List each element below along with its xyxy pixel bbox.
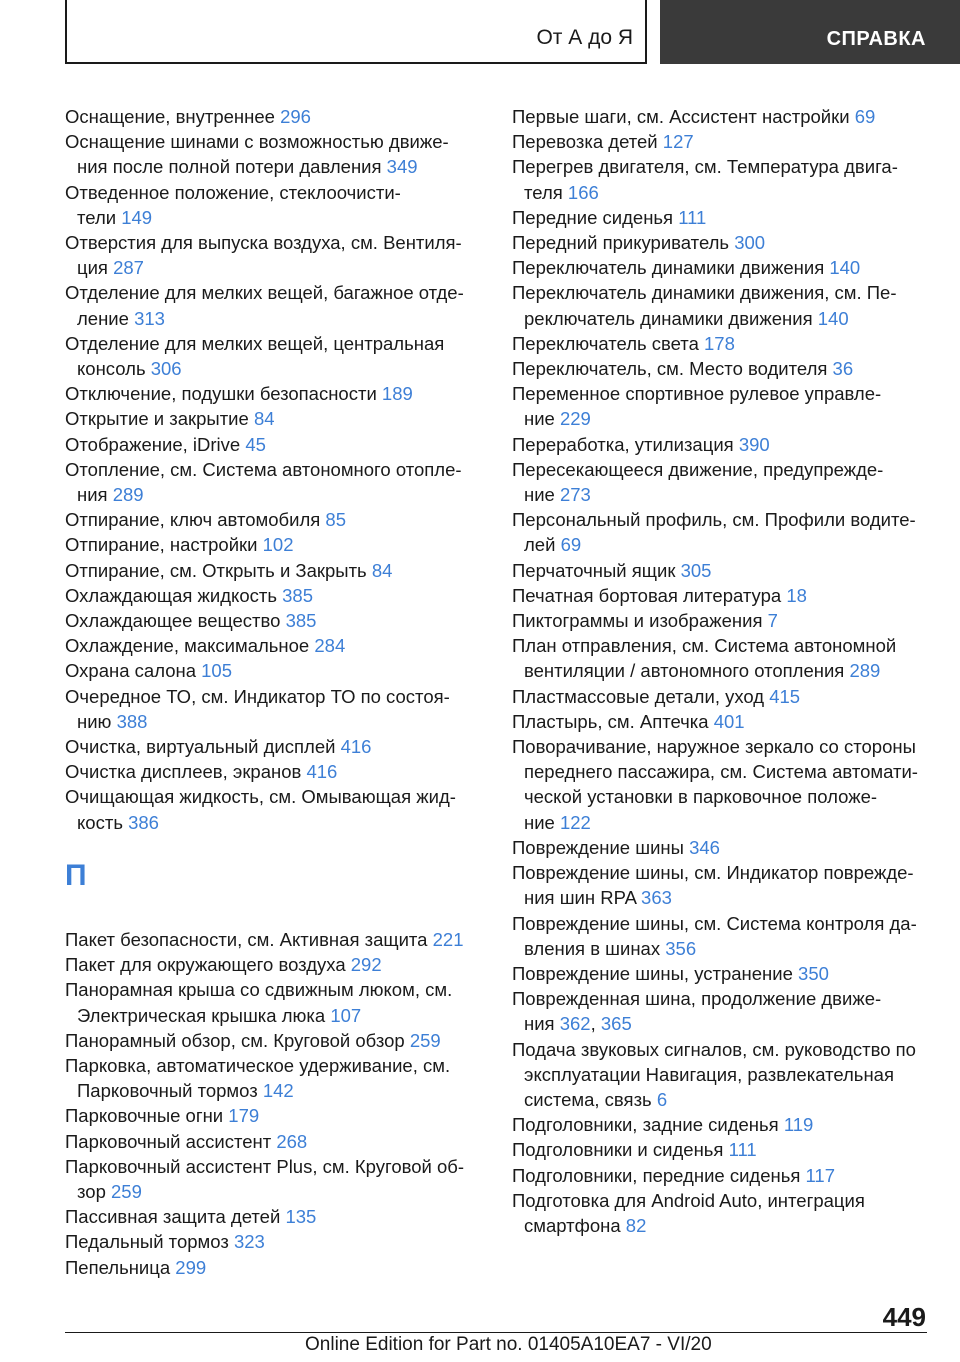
footer-divider [65,1332,927,1333]
index-entry [65,608,495,633]
page-reference-link[interactable]: 273 [559,484,591,506]
index-entry [65,280,495,330]
index-entry-text: Парковочный ассистент Plus, см. Круговой об- [65,1155,465,1177]
index-entry-text: Очищающая жидкость, см. Омывающая жид- [65,786,456,808]
page-reference-link[interactable]: 229 [559,408,591,430]
index-entry [512,1137,952,1162]
index-entry-text: Панорамный обзор, см. Круговой обзор [65,1029,405,1051]
index-entry [512,104,952,129]
index-entry-text: нию [77,710,112,732]
index-entry [512,1037,952,1113]
index-entry-text: теля [524,181,563,203]
index-entry [512,432,952,457]
index-entry-text: Передние сиденья [512,206,674,228]
index-entry-text: Отверстия для выпуска воздуха, см. Вентиля- [65,232,462,254]
index-entry [512,583,952,608]
index-entry-text: Оснащение, внутреннее [65,106,275,127]
page-reference-link[interactable]: 415 [769,685,801,707]
index-entry-text: ление [77,307,129,329]
index-entry [512,633,952,683]
index-entry [512,129,952,154]
page-reference-link[interactable]: 259 [111,1180,142,1202]
index-entry-text: вентиляции / автономного отопления [524,660,845,682]
index-entry [65,684,495,734]
index-entry [65,406,495,431]
index-entry-text: Отпирание, ключ автомобиля [65,509,321,531]
index-entry [65,381,495,406]
page-reference-link[interactable]: 385 [282,584,313,606]
index-entry-text: реключатель динамики движения [524,307,813,329]
index-entry [512,961,952,986]
index-entry [65,977,495,1027]
index-group-p-continued [512,104,952,1238]
index-entry-text: Пепельница [65,1256,171,1278]
index-entry-text: Отпирание, настройки [65,534,258,556]
index-entry [65,759,495,784]
index-entry [512,331,952,356]
index-entry [65,331,495,381]
header-chapter-tab [660,0,960,64]
index-entry [512,860,952,910]
index-entry-text: Перевозка детей [512,131,658,153]
page-reference-link[interactable]: 349 [386,156,418,178]
index-entry [512,356,952,381]
index-entry [512,381,952,431]
index-entry-text: Охлаждающая жидкость [65,584,277,606]
page-reference-link[interactable]: 296 [280,106,311,127]
index-entry [65,1154,495,1204]
index-entry-text: эксплуатации Навигация, развлекательная [524,1063,894,1085]
index-entry-text: Парковочный ассистент [65,1130,272,1152]
page-reference-link[interactable]: 300 [734,232,766,254]
page-reference-link[interactable]: 119 [783,1114,814,1136]
index-entry-text: Пакет безопасности, см. Активная защита [65,928,428,950]
page-reference-link[interactable]: 416 [340,736,372,758]
index-entry-text: Отопление, см. Система автономного отопле- [65,458,462,480]
index-entry [512,608,952,633]
index-entry-text: Перегрев двигателя, см. Температура двига- [512,156,898,178]
page-reference-link[interactable]: 36 [832,358,854,380]
page-reference-link[interactable]: 82 [625,1214,647,1236]
page-reference-link[interactable]: 289 [112,484,144,506]
index-entry-text: кость [77,811,123,833]
index-entry-text: ния шин RPA [524,887,636,909]
page-reference-link[interactable]: 7 [767,610,778,632]
page-reference-link[interactable]: 84 [371,559,393,581]
index-entry-text: Переключатель, см. Место водителя [512,358,828,380]
page-reference-link[interactable]: 284 [314,635,346,657]
footer-edition: Online Edition for Part no. 01405A10EA7 - VI/20 [305,1334,712,1355]
index-entry-text: Переключатель света [512,332,699,354]
index-entry [512,911,952,961]
page-reference-link[interactable]: 259 [409,1029,441,1051]
page-reference-link[interactable]: 111 [728,1139,757,1161]
index-entry-text: Пиктограммы и изображения [512,610,763,632]
index-entry-text: Переключатель динамики движения [512,257,825,279]
index-entry [65,952,495,977]
index-entry-text: ция [77,257,108,279]
index-entry-text: Поврежденная шина, продолжение движе- [512,988,882,1010]
page-reference-link[interactable]: 356 [665,937,697,959]
page-reference-link[interactable]: 287 [113,257,144,279]
page-reference-link[interactable]: 149 [121,206,153,228]
index-entry-text: Подголовники, передние сиденья [512,1164,801,1186]
index-entry [65,1053,495,1103]
page-reference-link[interactable]: 299 [175,1256,207,1278]
page-reference-link[interactable]: 221 [432,928,464,950]
index-entry [512,709,952,734]
index-entry [512,734,952,835]
page-reference-link[interactable]: 385 [285,610,317,632]
index-entry-text: Парковка, автоматическое удерживание, см. [65,1054,451,1076]
index-entry-text: ния после полной потери давления [77,156,382,178]
index-entry [512,684,952,709]
index-entry-text: Охлаждение, максимальное [65,635,310,657]
page-reference-link[interactable]: 350 [798,962,829,984]
index-entry-text: лей [524,534,556,556]
index-entry [512,507,952,557]
index-entry-text: Пассивная защита детей [65,1206,281,1228]
page-reference-link[interactable]: 323 [233,1231,265,1253]
index-column-right [512,104,952,1238]
page-reference-link[interactable]: 127 [662,131,694,153]
index-entry-text: Отделение для мелких вещей, центральная [65,332,445,354]
page-reference-link[interactable]: 388 [116,710,148,732]
page-reference-link[interactable]: 122 [559,811,591,833]
page-reference-link[interactable]: 179 [228,1105,260,1127]
index-entry [65,1129,495,1154]
index-entry-text: ния [77,484,108,506]
index-entry-text: Пластырь, см. Аптечка [512,710,709,732]
index-entry [65,734,495,759]
page-reference-link[interactable]: 105 [201,660,233,682]
index-entry-text: ческой установки в парковочное положе- [524,786,878,808]
index-entry-text: Охрана салона [65,660,196,682]
header-chapter-title: СПРАВКА [826,28,926,50]
index-entry [512,280,952,330]
index-entry [65,457,495,507]
index-entry-text: Подача звуковых сигналов, см. руководство по [512,1038,916,1060]
page-reference-link[interactable]: 305 [680,559,712,581]
page-reference-link[interactable]: 45 [245,433,266,455]
index-entry-text: Повреждение шины, устранение [512,962,793,984]
index-entry-text: Переменное спортивное рулевое управле- [512,383,882,405]
index-entry [65,180,495,230]
page-reference-link[interactable]: 140 [817,307,849,329]
index-entry [65,532,495,557]
page-reference-link[interactable]: 365 [600,1013,632,1035]
index-entry-text: система, связь [524,1088,652,1110]
page-reference-link[interactable]: 390 [738,433,770,455]
index-entry-text: Парковочный тормоз [77,1080,258,1102]
page-reference-link[interactable]: 166 [567,181,599,203]
index-entry [65,633,495,658]
index-entry [512,230,952,255]
index-entry-text: Панорамная крыша со сдвижным люком, см. [65,979,453,1001]
index-entry-text: Пакет для окружающего воздуха [65,954,346,976]
page-reference-link[interactable]: 268 [276,1130,308,1152]
index-entry-text: Поворачивание, наружное зеркало со стороны [512,736,916,758]
page-reference-link[interactable]: 178 [704,332,735,354]
index-entry [65,1204,495,1229]
index-entry-text: Парковочные огни [65,1105,224,1127]
header-section-title: От А до Я [536,26,633,49]
page-reference-link[interactable]: 117 [805,1164,836,1186]
index-entry [65,129,495,179]
letter-heading: П [65,858,87,892]
index-entry-text: Передний прикуриватель [512,232,730,254]
page-reference-link[interactable]: 111 [678,206,707,228]
index-column-left [65,104,495,1280]
page-reference-link[interactable]: 135 [285,1206,317,1228]
index-entry [512,1163,952,1188]
page-reference-link[interactable]: 69 [560,534,582,556]
index-entry [65,104,495,129]
index-entry-text: Повреждение шины, см. Система контроля да- [512,912,917,934]
page-reference-link[interactable]: 189 [381,383,413,405]
index-entry [512,457,952,507]
index-entry [65,1255,495,1280]
index-entry-text: Подготовка для Android Auto, интеграция [512,1189,865,1211]
index-entry-text: Печатная бортовая литература [512,584,782,606]
index-entry [65,1103,495,1128]
index-entry-text: Персональный профиль, см. Профили водите- [512,509,916,531]
index-entry-text: Переключатель динамики движения, см. Пе- [512,282,897,304]
index-entry [65,558,495,583]
index-entry [512,255,952,280]
index-entry-text: Очистка дисплеев, экранов [65,761,302,783]
index-entry-text: ния [524,1013,555,1035]
index-entry-text: Отключение, подушки безопасности [65,383,377,405]
page-separator: , [590,1013,601,1035]
index-entry-text: Педальный тормоз [65,1231,229,1253]
page-reference-link[interactable]: 386 [128,811,159,833]
page-reference-link[interactable]: 69 [854,106,876,127]
index-entry-text: Пластмассовые детали, уход [512,685,765,707]
page-reference-link[interactable]: 107 [330,1004,362,1026]
index-entry [65,432,495,457]
index-entry-text: Повреждение шины [512,836,684,858]
page-reference-link[interactable]: 140 [829,257,861,279]
page-reference-link[interactable]: 306 [150,358,182,380]
page-reference-link[interactable]: 6 [656,1088,668,1110]
page-reference-link[interactable]: 346 [689,836,720,858]
page-reference-link[interactable]: 292 [350,954,382,976]
index-entry-text: ние [524,811,555,833]
index-entry [512,1112,952,1137]
index-entry-text: Отделение для мелких вещей, багажное отде- [65,282,464,304]
index-entry-text: ние [524,408,555,430]
index-entry [512,835,952,860]
index-entry-text: Перчаточный ящик [512,559,676,581]
index-entry [65,1028,495,1053]
index-entry [512,154,952,204]
page-reference-link[interactable]: 102 [262,534,294,556]
index-entry [512,986,952,1036]
index-entry [65,927,495,952]
page-reference-link[interactable]: 416 [306,761,338,783]
index-entry-text: Открытие и закрытие [65,408,249,430]
index-entry-text: зор [77,1180,106,1202]
index-entry-text: Охлаждающее вещество [65,610,281,632]
index-entry-text: Подголовники и сиденья [512,1139,724,1161]
index-entry-text: Отпирание, см. Открыть и Закрыть [65,559,367,581]
index-entry-text: Первые шаги, см. Ассистент настройки [512,106,850,127]
index-entry [65,583,495,608]
index-entry-text: Оснащение шинами с возможностью движе- [65,131,449,153]
index-entry [65,784,495,834]
index-entry-text: План отправления, см. Система автономной [512,635,897,657]
index-entry-text: Отведенное положение, стеклоочисти- [65,181,401,203]
page-reference-link[interactable]: 363 [641,887,672,909]
index-entry-text: Очистка, виртуальный дисплей [65,736,336,758]
index-entry-text: ние [524,484,555,506]
header-section-box [65,0,647,64]
page-reference-link[interactable]: 142 [262,1080,294,1102]
page-reference-link[interactable]: 85 [325,509,346,531]
index-entry [65,658,495,683]
index-entry-text: Отображение, iDrive [65,433,241,455]
index-entry [512,205,952,230]
index-group-p [65,927,495,1280]
index-group-o [65,104,495,835]
index-entry [65,230,495,280]
index-entry-text: тели [77,206,117,228]
index-entry-text: Пересекающееся движение, предупрежде- [512,458,884,480]
index-entry-text: Подголовники, задние сиденья [512,1114,779,1136]
index-entry-text: Переработка, утилизация [512,433,734,455]
page-reference-link[interactable]: 289 [849,660,881,682]
index-entry-text: консоль [77,358,146,380]
index-entry-text: Повреждение шины, см. Индикатор поврежде- [512,862,914,884]
index-entry [512,1188,952,1238]
index-entry-text: вления в шинах [524,937,661,959]
page-reference-link[interactable]: 84 [253,408,275,430]
index-entry [65,1229,495,1254]
index-entry-text: Очередное ТО, см. Индикатор ТО по состоя- [65,685,450,707]
index-entry-text: смартфона [524,1214,621,1236]
index-entry-text: Электрическая крышка люка [77,1004,326,1026]
page-reference-link[interactable]: 401 [713,710,745,732]
page-number: 449 [882,1302,926,1332]
index-entry [512,558,952,583]
page-reference-link[interactable]: 18 [786,584,807,606]
index-entry-text: переднего пассажира, см. Система автомати- [524,761,918,783]
page-reference-link[interactable]: 362 [559,1013,591,1035]
index-entry [65,507,495,532]
page-reference-link[interactable]: 313 [134,307,165,329]
